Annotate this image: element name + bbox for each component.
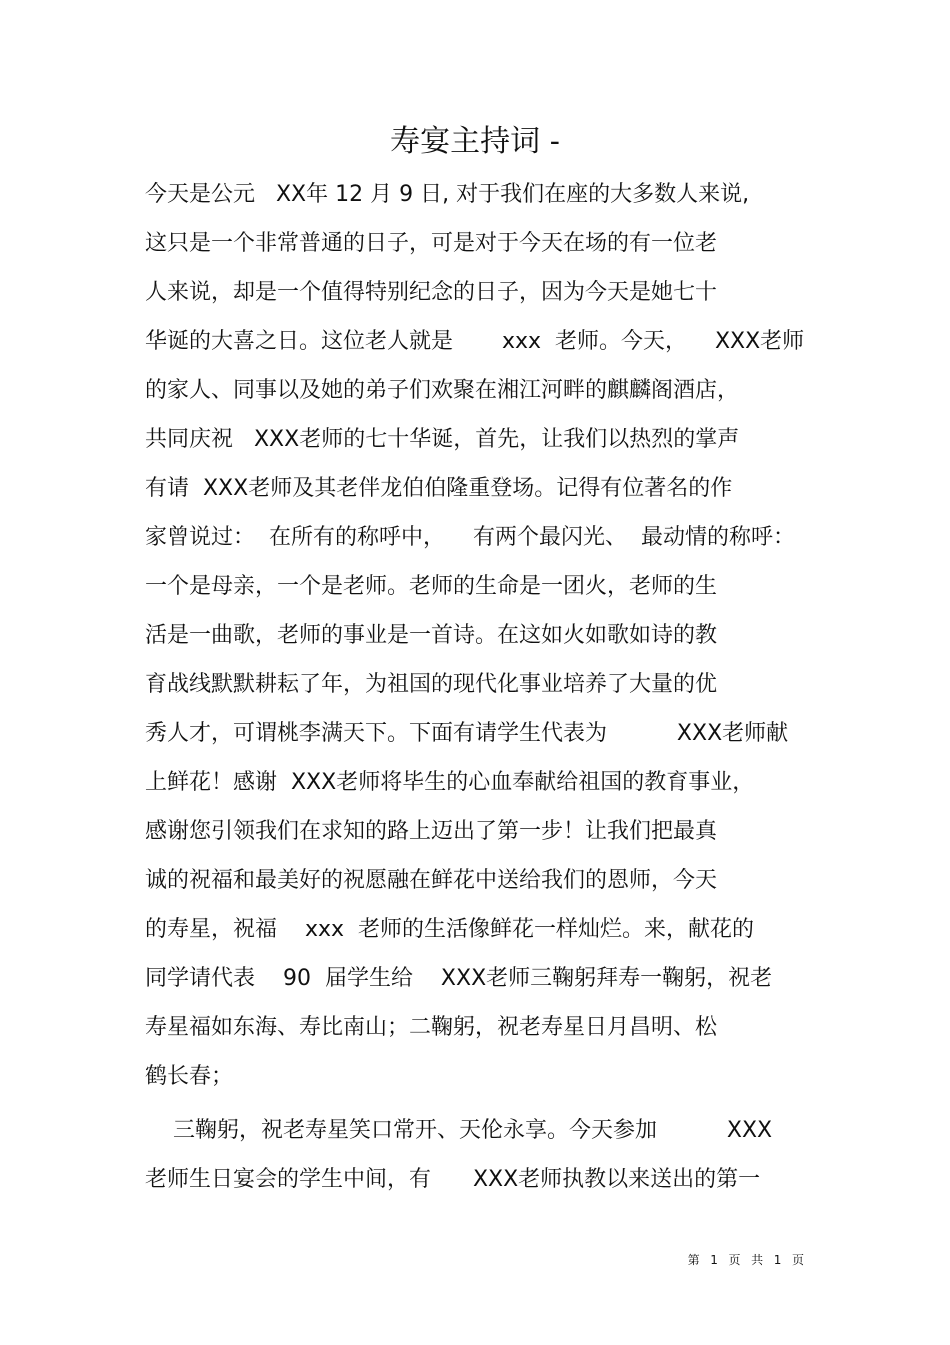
paragraph-first-line: 三鞠躬，祝老寿星笑口常开、天伦永享。今天参加 XXX xyxy=(145,1118,773,1143)
text-line: 上鲜花！感谢 XXX老师将毕生的心血奉献给祖国的教育事业， xyxy=(145,770,755,795)
text-line: 的寿星，祝福 xxx 老师的生活像鲜花一样灿烂。来，献花的 xyxy=(145,917,755,942)
text-line: 这只是一个非常普通的日子，可是对于今天在场的有一位老 xyxy=(145,231,718,256)
text-line: 共同庆祝 XXX老师的七十华诞，首先，让我们以热烈的掌声 xyxy=(145,427,740,452)
text-line: 同学请代表 90 届学生给 XXX老师三鞠躬拜寿一鞠躬，祝老 xyxy=(145,966,773,991)
text-line: 诚的祝福和最美好的祝愿融在鲜花中送给我们的恩师，今天 xyxy=(145,868,718,893)
text-line: 活是一曲歌，老师的事业是一首诗。在这如火如歌如诗的教 xyxy=(145,623,718,648)
text-line: 人来说，却是一个值得特别纪念的日子，因为今天是她七十 xyxy=(145,280,718,305)
text-line: 华诞的大喜之日。这位老人就是 xxx 老师。今天， XXX老师 xyxy=(145,329,805,354)
text-line: 今天是公元 XX年 12 月 9 日, 对于我们在座的大多数人来说, xyxy=(145,182,750,207)
text-line: 寿星福如东海、寿比南山；二鞠躬，祝老寿星日月昌明、松 xyxy=(145,1015,718,1040)
text-line: 老师生日宴会的学生中间，有 XXX老师执教以来送出的第一 xyxy=(145,1167,761,1192)
text-line: 育战线默默耕耘了年，为祖国的现代化事业培养了大量的优 xyxy=(145,672,718,697)
page-title: 寿宴主持词 - xyxy=(390,124,560,159)
text-line: 有请 XXX老师及其老伴龙伯伯隆重登场。记得有位著名的作 xyxy=(145,476,733,501)
text-line: 一个是母亲，一个是老师。老师的生命是一团火，老师的生 xyxy=(145,574,718,599)
page-footer: 第 1 页 共 1 页 xyxy=(687,1253,805,1267)
text-line: 家曾说过： 在所有的称呼中， 有两个最闪光、 最动情的称呼： xyxy=(145,525,795,550)
text-line: 秀人才，可谓桃李满天下。下面有请学生代表为 XXX老师献 xyxy=(145,721,789,746)
text-line: 的家人、同事以及她的弟子们欢聚在湘江河畔的麒麟阁酒店， xyxy=(145,378,740,403)
text-line: 鹤长春； xyxy=(145,1064,234,1089)
body-text xyxy=(145,170,845,1204)
text-line: 感谢您引领我们在求知的路上迈出了第一步！让我们把最真 xyxy=(145,819,718,844)
